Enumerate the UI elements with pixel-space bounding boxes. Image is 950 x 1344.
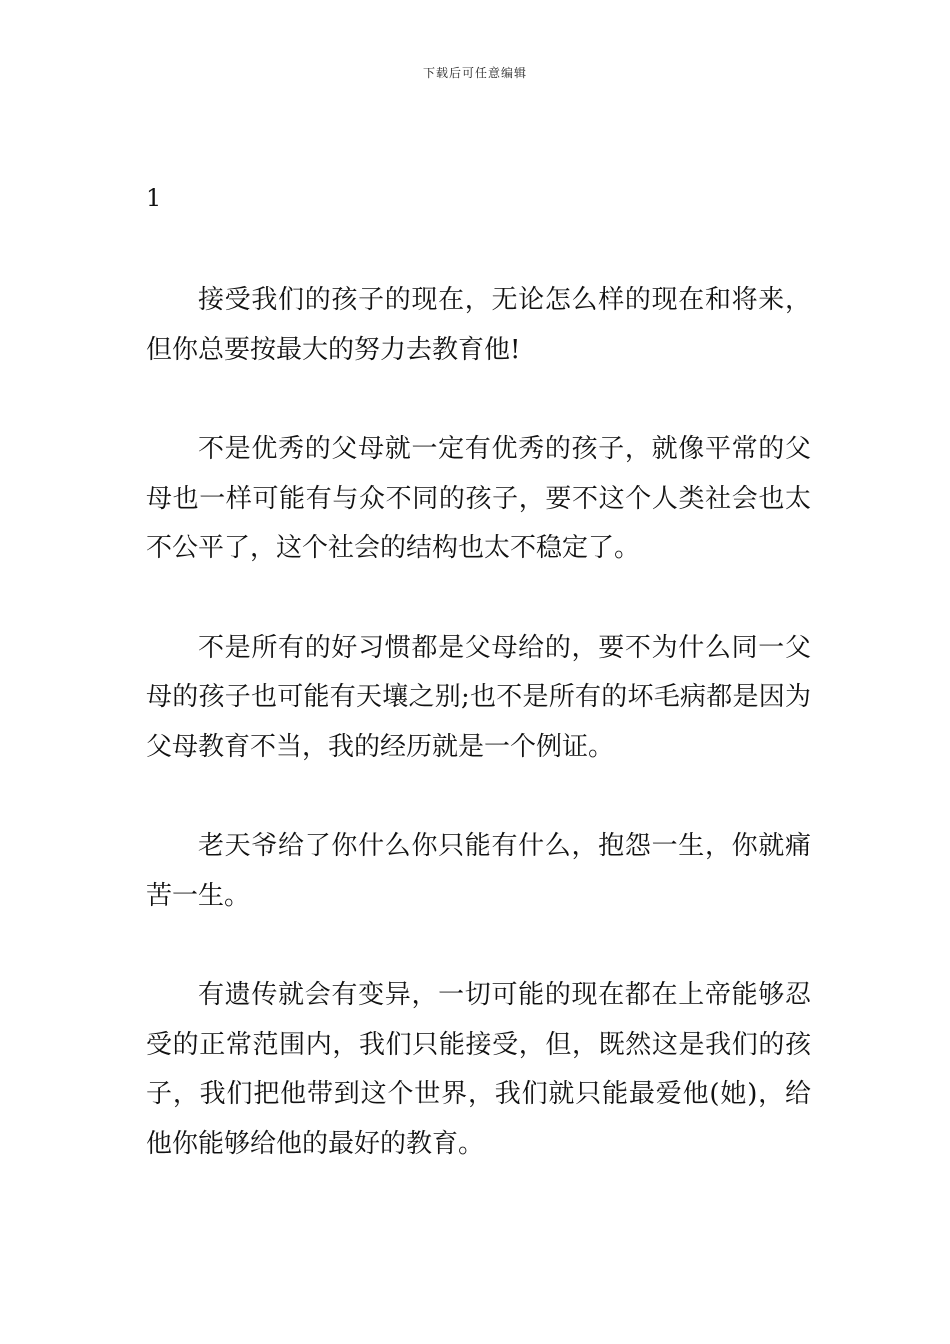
paragraph-3: 不是所有的好习惯都是父母给的，要不为什么同一父母的孩子也可能有天壤之别;也不是所有的坏毛病都是因为父母教育不当，我的经历就是一个例证。	[146, 632, 811, 762]
paragraph-1: 接受我们的孩子的现在，无论怎么样的现在和将来，但你总要按最大的努力去教育他!	[146, 285, 811, 365]
header-note: 下载后可任意编辑	[422, 66, 527, 80]
document-body	[146, 180, 811, 1219]
paragraph-2: 不是优秀的父母就一定有优秀的孩子，就像平常的父母也一样可能有与众不同的孩子，要不这个人类社会也太不公平了，这个社会的结构也太不稳定了。	[146, 434, 811, 563]
paragraph-4: 老天爷给了你什么你只能有什么，抱怨一生，你就痛苦一生。	[146, 831, 811, 911]
paragraph-5: 有遗传就会有变异，一切可能的现在都在上帝能够忍受的正常范围内，我们只能接受，但，既然这是我们的孩子，我们把他带到这个世界，我们就只能最爱他(她)，给他你能够给他的最好的教育。	[146, 980, 811, 1159]
page-number: 1	[146, 184, 162, 212]
